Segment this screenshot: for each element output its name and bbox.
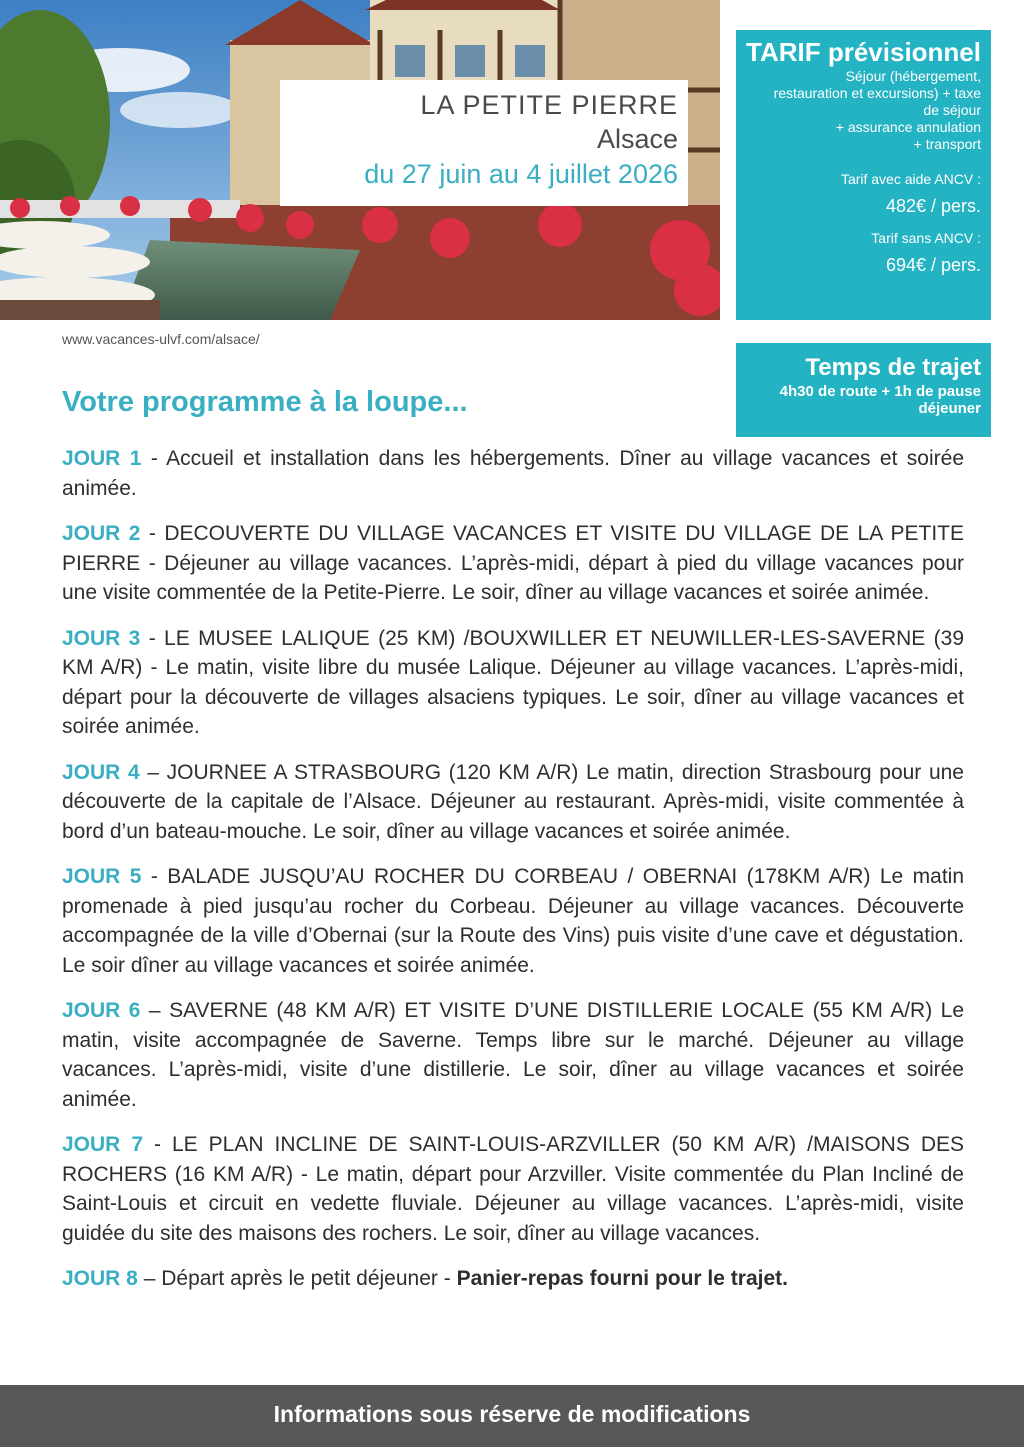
trip-title: LA PETITE PIERRE <box>420 90 678 120</box>
day-label: JOUR 6 <box>62 999 141 1022</box>
day-label: JOUR 1 <box>62 447 142 470</box>
day-item <box>62 758 964 847</box>
day-text: LE PLAN INCLINE DE SAINT-LOUIS-ARZVILLER (50 KM A/R) /MAISONS DES ROCHERS (16 KM A/R) - Le matin, départ pour Arzviller. Visite commentée du Plan Incliné de Saint-Louis et circuit en vedette fluviale. Déjeuner au village vacances. L’après-midi, visite guidée du site des maisons des rochers. Le soir, dîner au village vacances. <box>62 1133 965 1245</box>
tarif-heading: TARIF prévisionnel <box>746 37 981 67</box>
day-separator: - <box>143 1133 172 1156</box>
tarif-with-aid-label: Tarif avec aide ANCV : <box>840 171 981 187</box>
program-list <box>62 444 964 1310</box>
day-label: JOUR 7 <box>62 1133 144 1156</box>
day-item <box>62 1130 964 1248</box>
day-text: DECOUVERTE DU VILLAGE VACANCES ET VISITE DU VILLAGE DE LA PETITE PIERRE - Déjeuner au village vacances. L’après-midi, départ à pied du village vacances pour une visite commentée de la Petite-Pierre. Le soir, dîner au village vacances et soirée animée. <box>62 522 965 604</box>
day-separator: - <box>140 522 165 545</box>
day-item <box>62 624 964 742</box>
tarif-box <box>736 30 991 320</box>
day-text: Départ après le petit déjeuner - <box>161 1267 457 1290</box>
day-item <box>62 996 964 1114</box>
day-item <box>62 1264 964 1294</box>
day-label: JOUR 3 <box>62 626 141 650</box>
hero-title-box <box>280 80 688 206</box>
program-heading: Votre programme à la loupe... <box>62 386 468 418</box>
day-text: BALADE JUSQU’AU ROCHER DU CORBEAU / OBERNAI (178KM A/R) Le matin promenade à pied jusqu’au rocher du Corbeau. Déjeuner au village vacances. Découverte accompagnée de la ville d’Obernai (sur la Route des Vins) puis visite d’une cave et dégustation. Le soir dîner au village vacances et soirée animée. <box>62 865 965 977</box>
tarif-without-aid-label: Tarif sans ANCV : <box>871 230 981 246</box>
website-url[interactable]: www.vacances-ulvf.com/alsace/ <box>62 331 260 347</box>
tarif-with-aid-price: 482€ / pers. <box>885 196 981 216</box>
day-separator: - <box>140 626 165 650</box>
trajet-heading: Temps de trajet <box>805 354 981 381</box>
trip-region: Alsace <box>596 124 678 154</box>
day-separator: – <box>139 760 167 784</box>
day-separator: - <box>141 865 168 888</box>
trip-dates: du 27 juin au 4 juillet 2026 <box>364 159 678 189</box>
day-item <box>62 862 964 980</box>
trajet-box <box>736 343 991 437</box>
day-label: JOUR 8 <box>62 1267 138 1290</box>
day-text: LE MUSEE LALIQUE (25 KM) /BOUXWILLER ET NEUWILLER-LES-SAVERNE (39 KM A/R) - Le matin, visite libre du musée Lalique. Déjeuner au village vacances. L’après-midi, départ pour la découverte de villages alsaciens typiques. Le soir, dîner au village vacances et soirée animée. <box>62 626 965 738</box>
day-separator: – <box>137 1267 162 1290</box>
day-bold-text: Panier-repas fourni pour le trajet. <box>456 1267 788 1290</box>
day-item <box>62 444 964 503</box>
day-text: SAVERNE (48 KM A/R) ET VISITE D’UNE DISTILLERIE LOCALE (55 KM A/R) Le matin, visite accompagnée de Saverne. Temps libre sur le marché. Déjeuner au village vacances. L’après-midi, visite d’une distillerie. Le soir, dîner au village vacances et soirée animée. <box>62 999 965 1111</box>
tarif-without-aid-price: 694€ / pers. <box>885 255 981 275</box>
tarif-description-line: + assurance annulation <box>835 119 981 135</box>
footer-notice: Informations sous réserve de modifications <box>0 1385 1024 1447</box>
day-separator: - <box>141 447 167 470</box>
day-label: JOUR 5 <box>62 865 142 888</box>
day-label: JOUR 2 <box>62 522 141 545</box>
day-text: JOURNEE A STRASBOURG (120 KM A/R) Le matin, direction Strasbourg pour une découverte de la capitale de l’Alsace. Déjeuner au restaurant. Après-midi, visite commentée à bord d’un bateau-mouche. Le soir, dîner au village vacances et soirée animée. <box>62 760 964 843</box>
tarif-description-line: Séjour (hébergement, <box>845 68 981 84</box>
day-text: Accueil et installation dans les hébergements. Dîner au village vacances et soirée animée. <box>62 447 964 500</box>
tarif-description-line: restauration et excursions) + taxe <box>773 85 981 101</box>
trajet-description-line: déjeuner <box>918 400 981 417</box>
tarif-description-line: + transport <box>913 136 981 152</box>
tarif-description-line: de séjour <box>923 102 981 118</box>
tarif-description <box>746 68 981 153</box>
day-label: JOUR 4 <box>62 760 140 784</box>
trajet-description <box>746 383 981 417</box>
day-item <box>62 519 964 608</box>
trajet-description-line: 4h30 de route + 1h de pause <box>779 383 981 400</box>
day-separator: – <box>140 999 170 1022</box>
